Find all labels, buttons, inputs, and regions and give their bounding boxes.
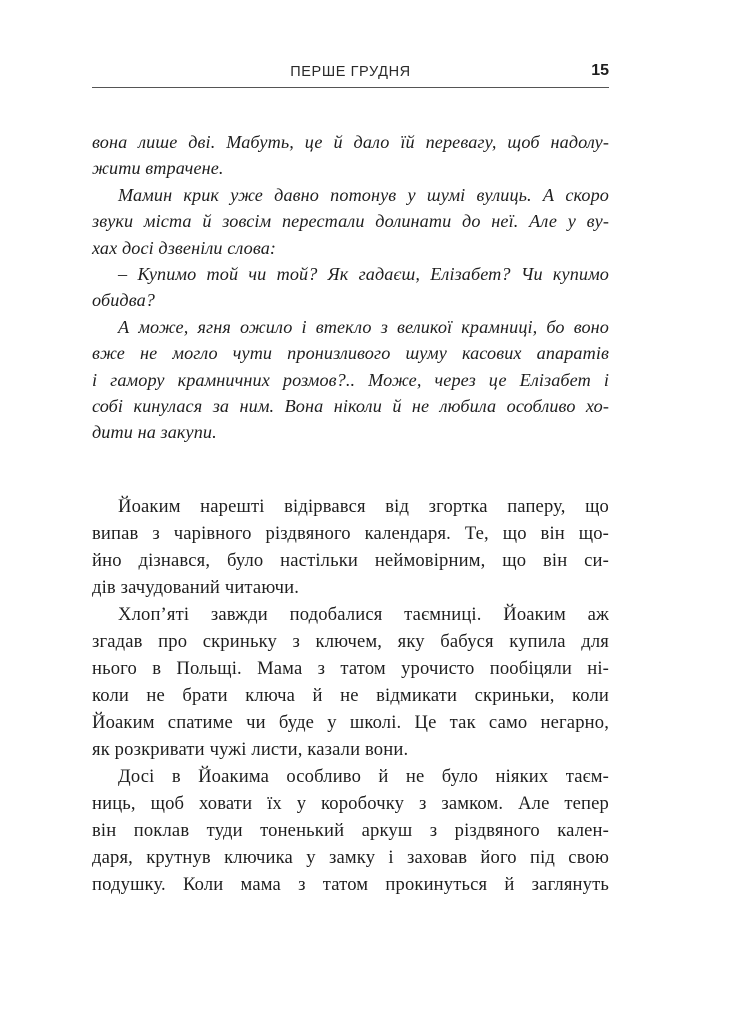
- text-line: і гамору крамничних розмов?.. Може, через це Елізабет і: [92, 369, 609, 390]
- text-line: хах досі дзвеніли слова:: [92, 237, 277, 258]
- text-line: як розкривати чужі листи, казали вони.: [92, 739, 409, 760]
- chapter-running-title: ПЕРШЕ ГРУДНЯ: [290, 64, 411, 80]
- text-line: Мамин крик уже давно потонув у шумі вулиць. А скоро: [118, 184, 609, 205]
- text-line: нього в Польщі. Мама з татом урочисто пообіцяли ні-: [92, 658, 609, 679]
- text-line: згадав про скриньку з ключем, яку бабуся купила для: [92, 631, 609, 652]
- text-line: Йоаким спатиме чи буде у школі. Це так само негарно,: [92, 712, 609, 733]
- page-number: 15: [591, 62, 609, 79]
- text-line: дити на закупи.: [92, 422, 217, 443]
- text-line: випав з чарівного різдвяного календаря. Те, що він що-: [92, 523, 609, 544]
- italic-passage: [92, 129, 609, 446]
- text-line: звуки міста й зовсім перестали долинати до неї. Але у ву-: [92, 211, 609, 232]
- text-line: даря, крутнув ключика у замку і заховав його під свою: [92, 847, 609, 868]
- text-line: обидва?: [92, 290, 155, 311]
- text-line: собі кинулася за ним. Вона ніколи й не любила особливо хо-: [92, 395, 609, 416]
- text-line: йно дізнався, було настільки неймовірним, що він си-: [92, 550, 609, 571]
- text-line: вона лише дві. Мабуть, це й дало їй перевагу, щоб надолу-: [92, 132, 609, 152]
- text-line: дів зачудований читаючи.: [92, 577, 300, 598]
- text-line: жити втрачене.: [92, 158, 224, 179]
- main-passage: [92, 493, 609, 898]
- text-line: Досі в Йоакима особливо й не було ніяких таєм-: [118, 766, 609, 787]
- text-line: подушку. Коли мама з татом прокинуться й заглянуть: [92, 874, 609, 895]
- text-line: він поклав туди тоненький аркуш з різдвяного кален-: [92, 820, 609, 841]
- text-line: Йоаким нарешті відірвався від згортка паперу, що: [118, 496, 609, 517]
- text-line: – Купимо той чи той? Як гадаєш, Елізабет? Чи купимо: [118, 263, 609, 284]
- header-rule: [92, 87, 609, 88]
- text-line: Хлоп’яті завжди подобалися таємниці. Йоаким аж: [118, 604, 609, 625]
- text-line: ниць, щоб ховати їх у коробочку з замком. Але тепер: [92, 793, 609, 814]
- text-line: вже не могло чути пронизливого шуму касових апаратів: [92, 343, 609, 364]
- running-header: [92, 60, 609, 86]
- text-line: А може, ягня ожило і втекло з великої крамниці, бо воно: [118, 316, 609, 337]
- text-line: коли не брати ключа й не відмикати скриньки, коли: [92, 685, 609, 706]
